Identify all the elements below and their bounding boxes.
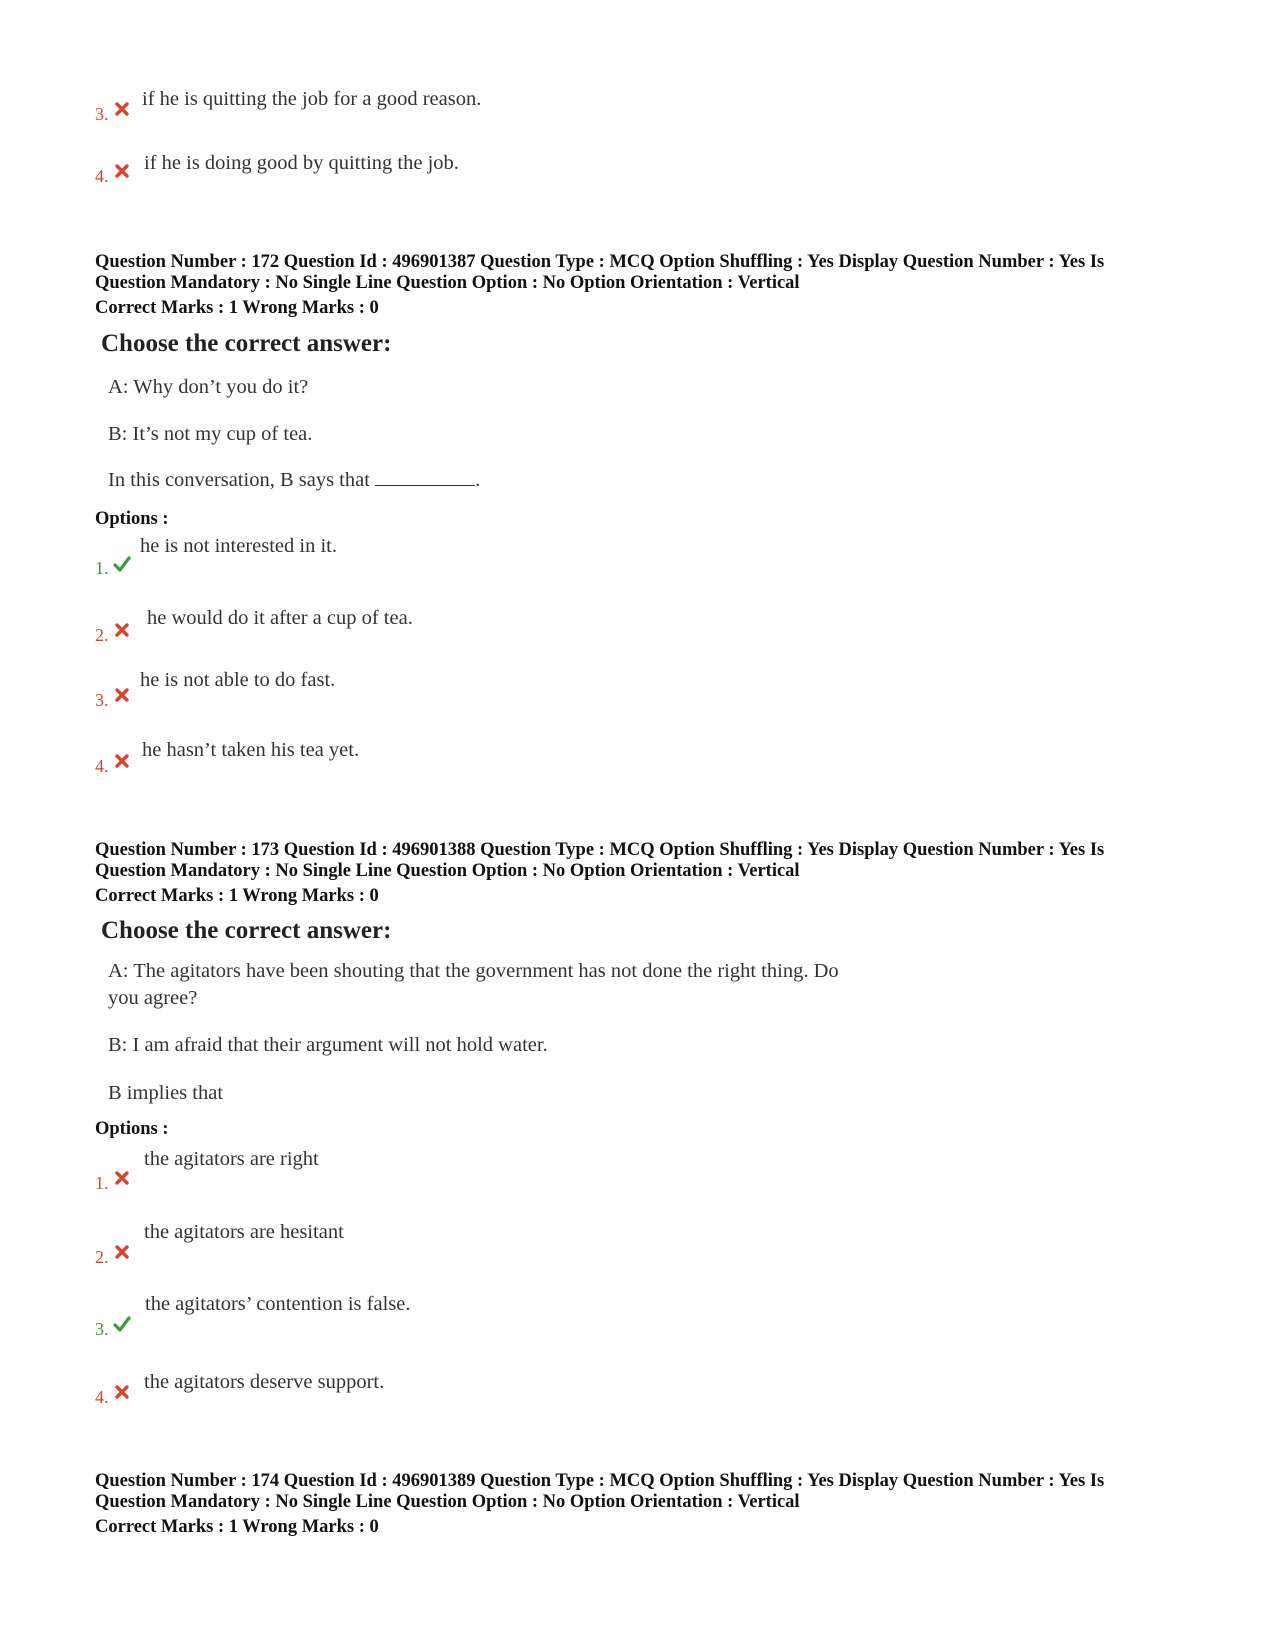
option-number: 3. [95,104,109,124]
option-number: 3. [95,1319,109,1339]
options-label: Options : [95,1119,169,1139]
question-prompt [108,467,480,494]
option-text: the agitators are hesitant [144,1221,344,1243]
option-text: the agitators are right [144,1148,319,1170]
option-text: he hasn’t taken his tea yet. [142,739,360,761]
question-marks: Correct Marks : 1 Wrong Marks : 0 [95,886,379,906]
option-number: 2. [95,1247,109,1267]
wrong-mark-icon [113,1169,131,1187]
wrong-mark-icon [113,1383,131,1401]
question-heading: Choose the correct answer: [101,330,392,357]
option-text: if he is quitting the job for a good reason. [142,88,482,110]
option-number: 1. [95,1173,109,1193]
option-number: 4. [95,756,109,776]
question-line-b: B: I am afraid that their argument will not hold water. [108,1034,548,1056]
option-text: the agitators’ contention is false. [145,1293,411,1315]
question-meta-line-1: Question Number : 174 Question Id : 496901389 Question Type : MCQ Option Shuffling : Yes Display Question Number : Yes Is [95,1471,1105,1491]
option-number: 3. [95,690,109,710]
option-text: he is not able to do fast. [140,669,336,691]
question-line-a-2: you agree? [108,987,198,1009]
question-heading: Choose the correct answer: [101,917,392,944]
question-prompt: B implies that [108,1082,224,1104]
option-text: he would do it after a cup of tea. [147,607,413,629]
option-number: 1. [95,558,109,578]
question-meta-line-2: Question Mandatory : No Single Line Question Option : No Option Orientation : Vertical [95,861,800,881]
question-line-a: A: Why don’t you do it? [108,376,309,398]
question-meta-line-2: Question Mandatory : No Single Line Question Option : No Option Orientation : Vertical [95,1492,800,1512]
wrong-mark-icon [113,621,131,639]
option-text: the agitators deserve support. [144,1371,385,1393]
wrong-mark-icon [113,162,131,180]
question-meta-line-1: Question Number : 173 Question Id : 496901388 Question Type : MCQ Option Shuffling : Yes Display Question Number : Yes Is [95,840,1105,860]
prompt-text: In this conversation, B says that [108,469,370,491]
answer-blank [375,467,475,486]
question-line-b: B: It’s not my cup of tea. [108,423,313,445]
wrong-mark-icon [113,686,131,704]
question-meta-line-2: Question Mandatory : No Single Line Question Option : No Option Orientation : Vertical [95,273,800,293]
prompt-end: . [475,469,481,491]
question-marks: Correct Marks : 1 Wrong Marks : 0 [95,298,379,318]
option-number: 2. [95,625,109,645]
option-text: he is not interested in it. [140,535,337,557]
correct-check-icon [113,1315,131,1333]
question-line-a-1: A: The agitators have been shouting that the government has not done the right thing. Do [108,960,839,982]
option-number: 4. [95,166,109,186]
wrong-mark-icon [113,752,131,770]
options-label: Options : [95,509,169,529]
correct-check-icon [113,555,131,573]
option-text: if he is doing good by quitting the job. [144,152,459,174]
option-number: 4. [95,1387,109,1407]
question-meta-line-1: Question Number : 172 Question Id : 496901387 Question Type : MCQ Option Shuffling : Yes Display Question Number : Yes Is [95,252,1105,272]
wrong-mark-icon [113,1243,131,1261]
wrong-mark-icon [113,100,131,118]
question-marks: Correct Marks : 1 Wrong Marks : 0 [95,1517,379,1537]
